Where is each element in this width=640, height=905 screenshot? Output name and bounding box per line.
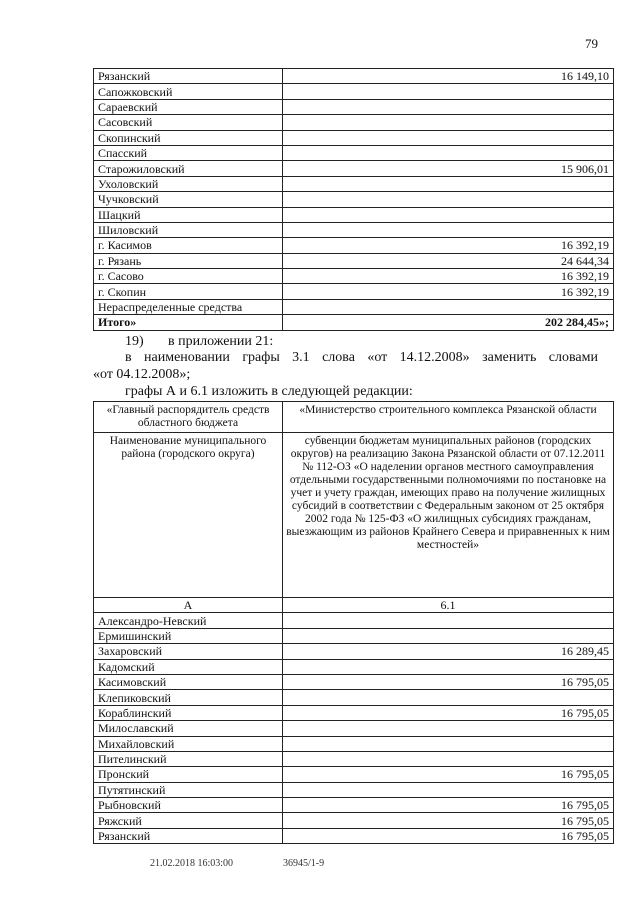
district-name: г. Скопин [94,284,283,299]
column-a-label: А [94,598,283,613]
subheader-row [94,433,614,598]
district-name: Старожиловский [94,161,283,176]
amend-line-3: графы А и 6.1 изложить в следующей редакции: [125,384,413,399]
amount-value: 16 795,05 [283,828,614,843]
district-name: Рязанский [94,828,283,843]
amount-value [283,84,614,99]
amount-value: 24 644,34 [283,253,614,268]
amount-value [283,145,614,160]
district-name: Касимовский [94,674,283,689]
district-name: Кадомский [94,659,283,674]
table-row [94,644,614,659]
table-row [94,782,614,797]
district-name: Сапожковский [94,84,283,99]
amend-line-2: «от 04.12.2008»; [93,367,191,382]
table-row [94,736,614,751]
amount-value: 16 392,19 [283,238,614,253]
header-left: «Главный распорядитель средств областного бюджета [94,402,283,433]
district-name: Ермишинский [94,628,283,643]
amount-value: 16 289,45 [283,644,614,659]
table-row [94,69,614,84]
amount-value: 16 795,05 [283,813,614,828]
amount-value: 16 149,10 [283,69,614,84]
amount-value: 16 795,05 [283,798,614,813]
amount-value [283,130,614,145]
amount-value [283,736,614,751]
district-name: Рыбновский [94,798,283,813]
allocation-table-bottom [93,401,614,844]
district-name: Сасовский [94,115,283,130]
amount-value: 16 392,19 [283,269,614,284]
header-row [94,402,614,433]
amount-value [283,99,614,114]
table-row [94,115,614,130]
table-row [94,238,614,253]
amount-value: 15 906,01 [283,161,614,176]
amount-value [283,613,614,628]
amount-value [283,690,614,705]
total-value: 202 284,45»; [283,315,614,330]
table-row [94,705,614,720]
amount-value: 16 392,19 [283,284,614,299]
table-row [94,192,614,207]
table-row [94,253,614,268]
amount-value: 16 795,05 [283,767,614,782]
amend-line-1: в наименовании графы 3.1 слова «от 14.12.2008» заменить словами [125,350,598,365]
table-row [94,145,614,160]
district-name: Рязанский [94,69,283,84]
amount-value [283,207,614,222]
amount-value [283,192,614,207]
district-name: Скопинский [94,130,283,145]
district-name: Михайловский [94,736,283,751]
subheader-left: Наименование муниципального района (городского округа) [94,433,283,598]
amount-value [283,751,614,766]
table-total-row [94,315,614,330]
table-row [94,284,614,299]
district-name: Ряжский [94,813,283,828]
amount-value [283,115,614,130]
header-right: «Министерство строительного комплекса Рязанской области [283,402,614,433]
table-row [94,207,614,222]
table-row [94,813,614,828]
amount-value: 16 795,05 [283,705,614,720]
amount-value: 16 795,05 [283,674,614,689]
table-row [94,161,614,176]
table-row [94,130,614,145]
district-name: Клепиковский [94,690,283,705]
district-name: Захаровский [94,644,283,659]
district-name: Чучковский [94,192,283,207]
district-name: Нераспределенные средства [94,299,283,314]
amount-value [283,782,614,797]
district-name: Путятинский [94,782,283,797]
table-row [94,84,614,99]
table-row [94,659,614,674]
district-name: Шиловский [94,222,283,237]
footer-doc-id: 36945/1-9 [283,858,325,869]
amount-value [283,659,614,674]
table-row [94,99,614,114]
table-row [94,674,614,689]
table-row [94,628,614,643]
subheader-right: субвенции бюджетам муниципальных районов (городских округов) на реализацию Закона Рязанской области от 07.12.2011 № 112-ОЗ «О наделении органов местного самоуправления отдельными государственными полномочиями по постановке на учет и учету граждан, имеющих право на получение жилищных субсидий в соответствии с Федеральным законом от 25 октября 2002 года № 125-ФЗ «О жилищных субсидиях гражданам, выезжающим из районов Крайнего Севера и приравненных к ним местностей» [283,433,614,598]
table-row [94,299,614,314]
amount-value [283,628,614,643]
allocation-table-top [93,68,614,331]
amount-value [283,222,614,237]
item-text: в приложении 21: [168,334,274,349]
table-row [94,828,614,843]
table-row [94,690,614,705]
footer-timestamp: 21.02.2018 16:03:00 [150,858,234,869]
district-name: Пителинский [94,751,283,766]
table-row [94,613,614,628]
district-name: г. Сасово [94,269,283,284]
district-name: г. Рязань [94,253,283,268]
district-name: Пронский [94,767,283,782]
district-name: Спасский [94,145,283,160]
table-row [94,798,614,813]
table-row [94,176,614,191]
amount-value [283,176,614,191]
total-label: Итого» [94,315,283,330]
column-label-row [94,598,614,613]
district-name: Александро-Невский [94,613,283,628]
item-number: 19) [125,334,144,349]
table-row [94,222,614,237]
district-name: Сараевский [94,99,283,114]
amount-value [283,721,614,736]
district-name: г. Касимов [94,238,283,253]
table-row [94,751,614,766]
table-row [94,767,614,782]
district-name: Милославский [94,721,283,736]
district-name: Шацкий [94,207,283,222]
page-number: 79 [585,36,598,51]
amount-value [283,299,614,314]
district-name: Кораблинский [94,705,283,720]
table-row [94,721,614,736]
table-row [94,269,614,284]
district-name: Ухоловский [94,176,283,191]
column-b-label: 6.1 [283,598,614,613]
